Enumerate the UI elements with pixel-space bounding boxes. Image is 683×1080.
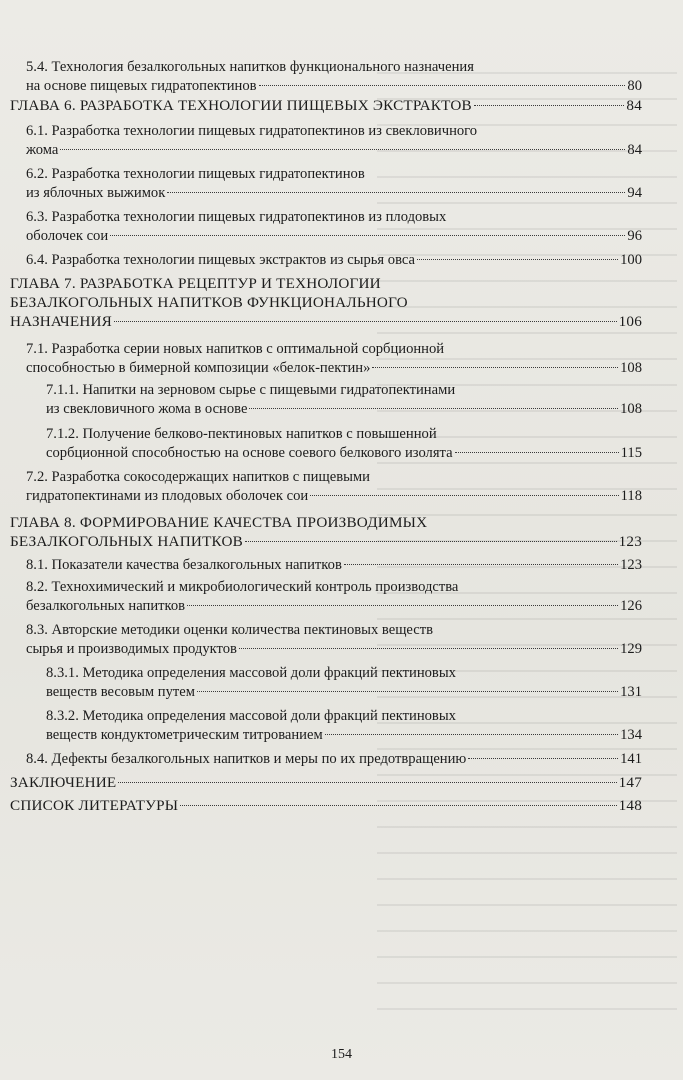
toc-entry-7-1-1 bbox=[46, 381, 642, 419]
dot-leader bbox=[187, 605, 618, 606]
toc-entry-8-4 bbox=[26, 750, 642, 769]
toc-entry-text: 8.3. Авторские методики оценки количества пектиновых веществ bbox=[26, 622, 434, 638]
toc-entry-8-3 bbox=[26, 621, 642, 659]
toc-entry-text: 6.1. Разработка технологии пищевых гидратопектинов из свекловичного bbox=[26, 123, 478, 139]
toc-page-number: 115 bbox=[620, 445, 642, 461]
toc-entry-text: веществ весовым путем bbox=[46, 684, 195, 700]
toc-chapter-7 bbox=[10, 274, 642, 331]
toc-page-number: 100 bbox=[620, 252, 642, 268]
toc-entry-text: из яблочных выжимок bbox=[26, 185, 166, 201]
toc-entry-text: 6.4. Разработка технологии пищевых экстрактов из сырья овса bbox=[26, 252, 416, 268]
toc-entry-text: из свекловичного жома в основе bbox=[46, 401, 248, 417]
toc-page-number: 94 bbox=[627, 185, 642, 201]
toc-page-number: 108 bbox=[620, 360, 642, 376]
toc-page-number: 96 bbox=[627, 228, 642, 244]
toc-entry-6-2 bbox=[26, 165, 642, 203]
toc-entry-5-4 bbox=[26, 58, 642, 96]
dot-leader bbox=[259, 85, 626, 86]
toc-entry-text: 8.4. Дефекты безалкогольных напитков и меры по их предотвращению bbox=[26, 751, 467, 767]
dot-leader bbox=[114, 321, 617, 322]
toc-entry-text: 8.2. Технохимический и микробиологический контроль производства bbox=[26, 579, 459, 595]
dot-leader bbox=[310, 495, 618, 496]
toc-page-number: 147 bbox=[618, 774, 642, 791]
toc-entry-8-3-1 bbox=[46, 664, 642, 702]
toc-entry-text: 7.1. Разработка серии новых напитков с оптимальной сорбционной bbox=[26, 341, 445, 357]
page-number: 154 bbox=[331, 1047, 352, 1062]
toc-page-number: 129 bbox=[620, 641, 642, 657]
toc-entry-text: оболочек сои bbox=[26, 228, 109, 244]
toc-entry-text: 7.2. Разработка сокосодержащих напитков с пищевыми bbox=[26, 469, 370, 485]
toc-entry-text: БЕЗАЛКОГОЛЬНЫХ НАПИТКОВ ФУНКЦИОНАЛЬНОГО bbox=[10, 294, 408, 311]
toc-entry-8-3-2 bbox=[46, 707, 642, 745]
toc-page-number: 106 bbox=[618, 313, 642, 330]
dot-leader bbox=[474, 105, 625, 106]
toc-entry-text: гидратопектинами из плодовых оболочек сои bbox=[26, 488, 309, 504]
toc-entry-text: способностью в бимерной композиции «белок-пектин» bbox=[26, 360, 371, 376]
dot-leader bbox=[239, 648, 618, 649]
toc-references bbox=[10, 796, 642, 815]
dot-leader bbox=[455, 452, 619, 453]
toc-entry-text: 6.3. Разработка технологии пищевых гидратопектинов из плодовых bbox=[26, 209, 447, 225]
dot-leader bbox=[180, 805, 616, 806]
toc-page-number: 123 bbox=[620, 557, 642, 573]
toc-entry-text: ГЛАВА 8. ФОРМИРОВАНИЕ КАЧЕСТВА ПРОИЗВОДИМЫХ bbox=[10, 514, 428, 531]
dot-leader bbox=[325, 734, 618, 735]
toc-entry-text: 7.1.2. Получение белково-пектиновых напитков с повышенной bbox=[46, 426, 437, 442]
toc-entry-7-1 bbox=[26, 340, 642, 378]
toc-page-number: 148 bbox=[618, 797, 642, 814]
toc-entry-8-2 bbox=[26, 578, 642, 616]
toc-entry-text: безалкогольных напитков bbox=[26, 598, 186, 614]
toc-entry-7-1-2 bbox=[46, 425, 642, 463]
dot-leader bbox=[60, 149, 625, 150]
dot-leader bbox=[167, 192, 625, 193]
toc-page-number: 80 bbox=[627, 78, 642, 94]
toc-entry-6-3 bbox=[26, 208, 642, 246]
toc-entry-text: веществ кондуктометрическим титрованием bbox=[46, 727, 323, 743]
dot-leader bbox=[372, 367, 618, 368]
toc-page-number: 108 bbox=[620, 401, 642, 417]
toc-entry-text: 8.3.1. Методика определения массовой доли фракций пектиновых bbox=[46, 665, 456, 681]
dot-leader bbox=[417, 259, 618, 260]
dot-leader bbox=[197, 691, 618, 692]
toc-entry-text: сорбционной способностью на основе соевого белкового изолята bbox=[46, 445, 453, 461]
toc-entry-6-4 bbox=[26, 251, 642, 270]
dot-leader bbox=[468, 758, 618, 759]
toc-page-number: 141 bbox=[620, 751, 642, 767]
toc-entry-text: 7.1.1. Напитки на зерновом сырье с пищевыми гидратопектинами bbox=[46, 382, 456, 398]
toc-page-number: 123 bbox=[618, 533, 642, 550]
toc-entry-6-1 bbox=[26, 122, 642, 160]
toc-chapter-6 bbox=[10, 96, 642, 115]
dot-leader bbox=[110, 235, 625, 236]
toc-entry-text: на основе пищевых гидратопектинов bbox=[26, 78, 257, 94]
toc-entry-text: 6.2. Разработка технологии пищевых гидратопектинов bbox=[26, 166, 365, 182]
toc-chapter-8 bbox=[10, 513, 642, 551]
toc-entry-text: 8.3.2. Методика определения массовой доли фракций пектиновых bbox=[46, 708, 456, 724]
toc-page-number: 84 bbox=[626, 97, 642, 114]
toc-entry-7-2 bbox=[26, 468, 642, 506]
dot-leader bbox=[245, 541, 617, 542]
toc-entry-text: БЕЗАЛКОГОЛЬНЫХ НАПИТКОВ bbox=[10, 533, 243, 550]
toc-entry-8-1 bbox=[26, 556, 642, 575]
toc-entry-text: НАЗНАЧЕНИЯ bbox=[10, 313, 113, 330]
toc-page-number: 84 bbox=[627, 142, 642, 158]
toc-entry-text: ГЛАВА 6. РАЗРАБОТКА ТЕХНОЛОГИИ ПИЩЕВЫХ ЭКСТРАКТОВ bbox=[10, 97, 472, 114]
dot-leader bbox=[118, 782, 616, 783]
toc-conclusion bbox=[10, 773, 642, 792]
dot-leader bbox=[344, 564, 618, 565]
toc-entry-text: 5.4. Технология безалкогольных напитков функционального назначения bbox=[26, 59, 474, 75]
dot-leader bbox=[249, 408, 618, 409]
toc-page-number: 131 bbox=[620, 684, 642, 700]
toc-entry-text: ГЛАВА 7. РАЗРАБОТКА РЕЦЕПТУР И ТЕХНОЛОГИИ bbox=[10, 275, 381, 292]
toc-entry-text: сырья и производимых продуктов bbox=[26, 641, 237, 657]
toc-page-number: 134 bbox=[620, 727, 642, 743]
toc-entry-text: 8.1. Показатели качества безалкогольных напитков bbox=[26, 557, 342, 573]
toc-entry-text: ЗАКЛЮЧЕНИЕ bbox=[10, 774, 117, 791]
toc-page-number: 118 bbox=[620, 488, 642, 504]
toc-entry-text: СПИСОК ЛИТЕРАТУРЫ bbox=[10, 797, 179, 814]
toc-entry-text: жома bbox=[26, 142, 59, 158]
toc-page-number: 126 bbox=[620, 598, 642, 614]
